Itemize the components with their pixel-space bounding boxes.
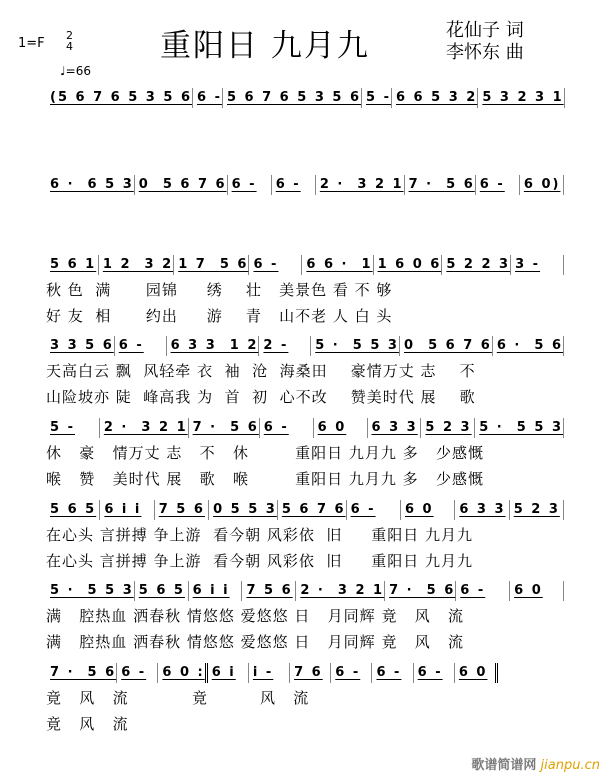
measure: 2 - [259, 336, 311, 356]
measure: 6 - [456, 581, 510, 601]
measure: 6 - [249, 255, 302, 275]
measure: 5 6 1 [46, 255, 99, 275]
measure: 7 5 6 [155, 500, 209, 520]
measure: 6 - [414, 663, 455, 683]
measure: 7 · 5 6 [189, 418, 260, 438]
score-row [46, 500, 564, 520]
measure: 7 · 5 6 [46, 663, 117, 683]
measure: 2 · 3 2 1 [100, 418, 189, 438]
measure: 6 - [347, 500, 401, 520]
score-row [46, 663, 498, 683]
lyric-line: 好 友 相 约出 游 青 山不老 人 白 头 [46, 307, 393, 325]
score-row [46, 175, 564, 195]
measure: 5 3 2 3 1 [478, 88, 564, 108]
time-signature [66, 30, 73, 52]
measure: 6 3 3 1 2 [167, 336, 260, 356]
measure: 5 6 5 [46, 500, 100, 520]
measure: 6 - [272, 175, 316, 195]
measure: 6 i [208, 663, 249, 683]
lyric-line: 天高白云 飘 风轻牵 衣 袖 沧 海桑田 豪情万丈 志 不 [46, 362, 476, 380]
score-row [46, 88, 564, 108]
measure: 5 · 5 5 3 [311, 336, 400, 356]
measure: 0 5 5 3 [209, 500, 278, 520]
composer: 李怀东 曲 [446, 42, 524, 63]
measure: (5 6 7 6 5 3 5 6 [46, 88, 193, 108]
measure: 6 - [115, 336, 167, 356]
measure: 5 2 3 [421, 418, 475, 438]
measure: 6 - [260, 418, 314, 438]
watermark-cn: 歌谱简谱网 [471, 758, 537, 773]
measure: 6 6 · 1 [302, 255, 373, 275]
score-row [46, 581, 564, 601]
lyric-line: 竟 风 流 竟 风 流 [46, 689, 310, 707]
measure: 5 2 3 [510, 500, 564, 520]
measure: 0 5 6 7 6 [135, 175, 228, 195]
lyric-line: 竟 风 流 [46, 715, 129, 733]
measure: 7 5 6 [242, 581, 296, 601]
measure: 1 7 5 6 [174, 255, 249, 275]
lyric-line: 休 豪 情万丈 志 不 休 重阳日 九月九 多 少感慨 [46, 444, 484, 462]
measure: 0 5 6 7 6 [400, 336, 493, 356]
measure: 6 - [476, 175, 520, 195]
measure: 5 · 5 5 3 [475, 418, 564, 438]
measure: 6 0 [314, 418, 368, 438]
measure: 6 3 3 [455, 500, 509, 520]
watermark [471, 754, 600, 773]
measure: 1 2 3 2 [99, 255, 174, 275]
watermark-url: jianpu.cn [540, 758, 600, 773]
measure: 6 i i [189, 581, 243, 601]
lyric-line: 山险坡亦 陡 峰高我 为 首 初 心不改 赞美时代 展 歌 [46, 388, 476, 406]
lyric-line: 满 腔热血 洒春秋 情悠悠 爱悠悠 日 月同辉 竟 风 流 [46, 607, 465, 625]
key-signature: 1=F [18, 36, 45, 51]
measure: 5 - [46, 418, 100, 438]
measure: 6 - [372, 663, 413, 683]
lyric-line: 在心头 言拼搏 争上游 看今朝 风彩依 旧 重阳日 九月九 [46, 552, 473, 570]
measure: 6 - [193, 88, 223, 108]
measure: 6 - [228, 175, 272, 195]
measure: 7 · 5 6 [385, 581, 456, 601]
measure: 5 6 7 6 5 3 5 6 [223, 88, 362, 108]
measure: 6 · 5 6 [493, 336, 564, 356]
lyric-line: 秋 色 满 园锦 绣 壮 美景色 看 不 够 [46, 281, 393, 299]
time-bottom: 4 [66, 40, 73, 53]
measure: 6 0 : [158, 663, 207, 683]
measure: 1 6 0 6 [374, 255, 443, 275]
measure: 6 - [117, 663, 158, 683]
measure: 6 i i [100, 500, 154, 520]
lyric-line: 喉 赞 美时代 展 歌 喉 重阳日 九月九 多 少感慨 [46, 470, 484, 488]
measure: i - [249, 663, 290, 683]
lyricist: 花仙子 词 [446, 20, 524, 41]
measure: 5 - [362, 88, 392, 108]
credits [446, 20, 524, 64]
measure: 2 · 3 2 1 [296, 581, 385, 601]
measure: 5 · 5 5 3 [46, 581, 135, 601]
tempo-marking: ♩=66 [60, 64, 91, 78]
measure: 6 0) [520, 175, 564, 195]
song-title: 重阳日 九月九 [160, 28, 370, 64]
measure: 6 · 6 5 3 [46, 175, 135, 195]
score-row [46, 336, 564, 356]
measure: 6 - [331, 663, 372, 683]
measure: 6 6 5 3 2 [392, 88, 478, 108]
measure: 6 0 [401, 500, 455, 520]
measure: 3 3 5 6 [46, 336, 115, 356]
measure: 7 · 5 6 [405, 175, 476, 195]
time-top: 2 [66, 29, 73, 42]
lyric-line: 满 腔热血 洒春秋 情悠悠 爱悠悠 日 月同辉 竟 风 流 [46, 633, 465, 651]
score-row [46, 255, 564, 275]
measure: 6 0 [455, 663, 498, 683]
measure: 3 - [511, 255, 564, 275]
measure: 5 6 7 6 [278, 500, 347, 520]
measure: 6 0 [510, 581, 564, 601]
lyric-line: 在心头 言拼搏 争上游 看今朝 风彩依 旧 重阳日 九月九 [46, 526, 473, 544]
measure: 2 · 3 2 1 [316, 175, 405, 195]
measure: 7 6 [290, 663, 331, 683]
measure: 5 2 2 3 [442, 255, 511, 275]
measure: 5 6 5 [135, 581, 189, 601]
measure: 6 3 3 [368, 418, 422, 438]
score-row [46, 418, 564, 438]
